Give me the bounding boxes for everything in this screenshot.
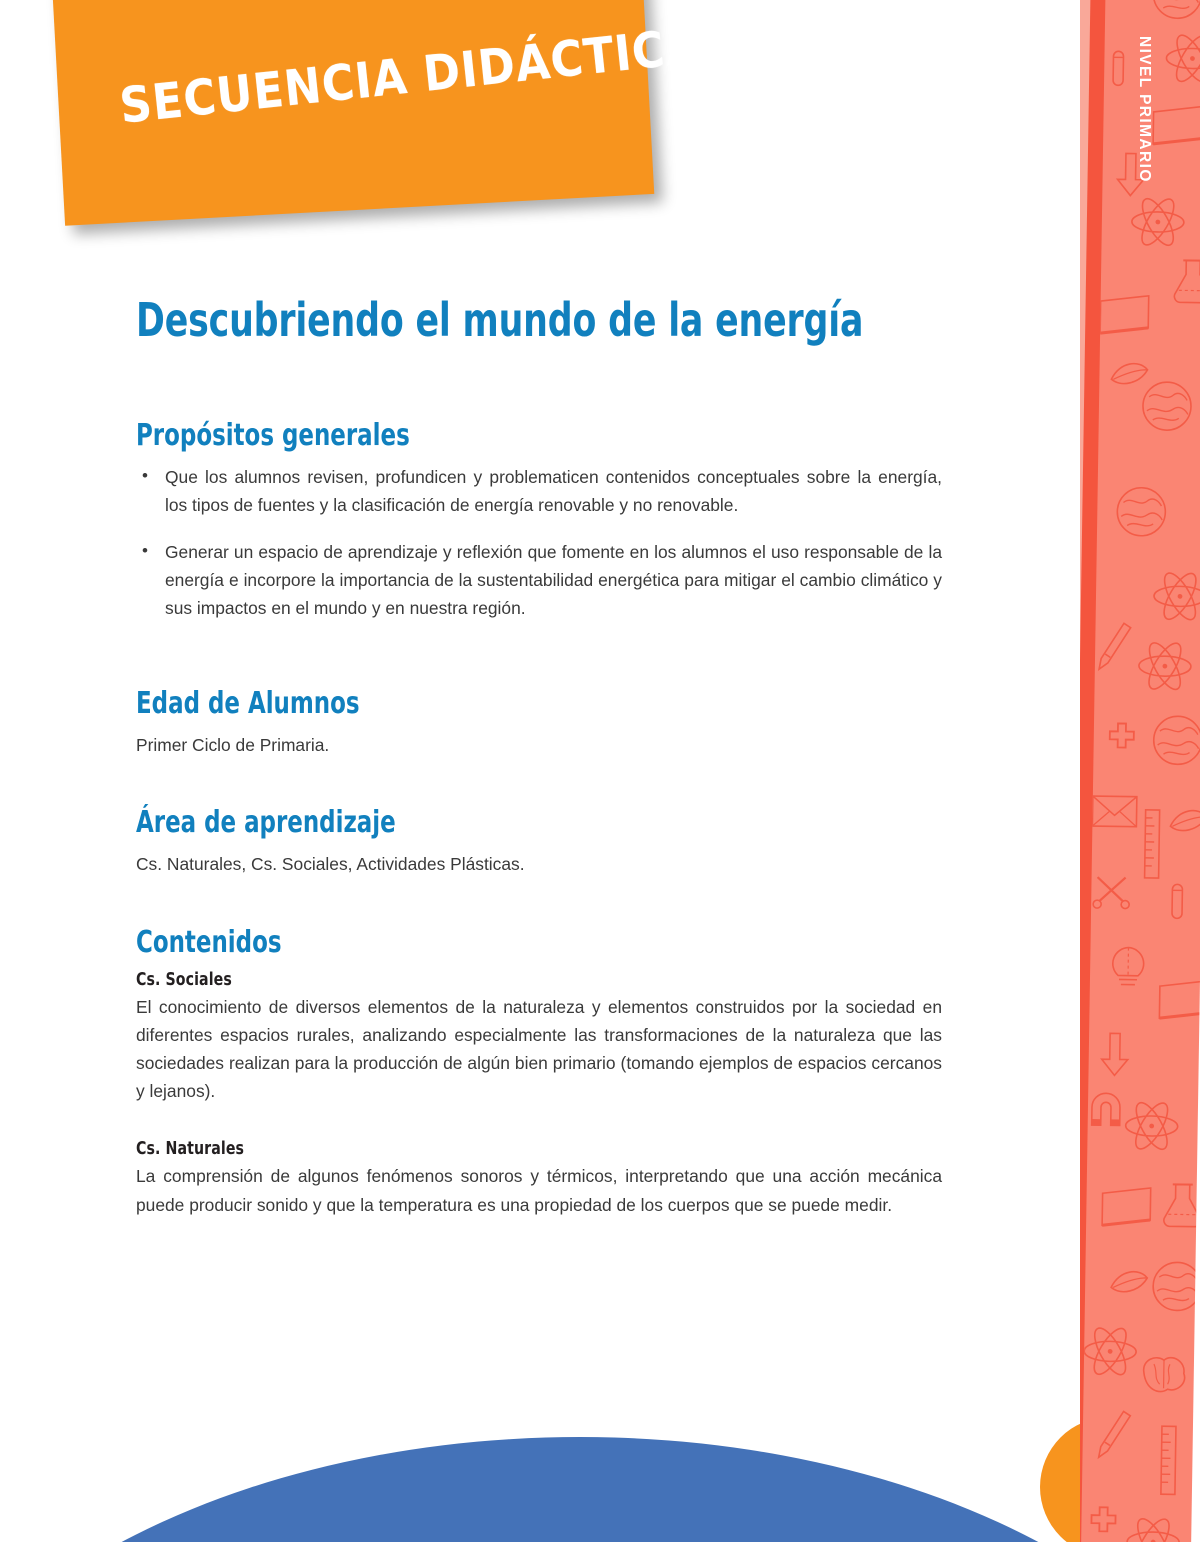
list-item: • Que los alumnos revisen, profundicen y problematicen contenidos conceptuales sobre la energía, los tipos de fuentes y la clasificación de energía renovable y no renovable.: [136, 463, 942, 519]
section-heading: Edad de Alumnos: [136, 686, 360, 722]
section-propositos-generales: [136, 418, 942, 622]
bottom-wave-decoration: [0, 1437, 1200, 1542]
subsection-body: El conocimiento de diversos elementos de la naturaleza y elementos construidos por la sociedad en diferentes espacios rurales, analizando especialmente las transformaciones de la naturaleza que las sociedades realizan para la producción de algún bien primario (tomando ejemplos de espacios cercanos y lejanos).: [136, 996, 942, 1102]
banner-label: SECUENCIA DIDÁCTICA: [117, 17, 704, 135]
page-title: Descubriendo el mundo de la energía: [136, 293, 864, 347]
list-item: • Generar un espacio de aprendizaje y reflexión que fomente en los alumnos el uso responsable de la energía e incorpore la importancia de la sustentabilidad energética para mitigar el cambio climático y sus impactos en el mundo y en nuestra región.: [136, 538, 942, 623]
section-heading: Propósitos generales: [136, 418, 410, 454]
section-contenidos: [136, 925, 942, 1219]
subsection-heading: Cs. Naturales: [136, 1139, 245, 1160]
subsection-cs-sociales: [136, 970, 942, 1106]
sidebar-level-label: NIVEL PRIMARIO: [1136, 36, 1153, 183]
subsection-body: La comprensión de algunos fenómenos sonoros y térmicos, interpretando que una acción mecánica puede producir sonido y que la temperatura es una propiedad de los cuerpos que se puede medir.: [136, 1166, 942, 1215]
propositos-list: [136, 463, 942, 622]
document-content: [136, 293, 942, 1219]
spacer: [136, 879, 942, 925]
section-body: Cs. Naturales, Cs. Sociales, Actividades Plásticas.: [136, 854, 525, 875]
subsection-heading: Cs. Sociales: [136, 969, 232, 990]
spacer: [136, 759, 942, 805]
section-body: Primer Ciclo de Primaria.: [136, 735, 330, 756]
spacer: [136, 1105, 942, 1139]
section-heading: Área de aprendizaje: [136, 805, 396, 841]
section-edad-de-alumnos: [136, 686, 942, 759]
subsection-cs-naturales: [136, 1139, 942, 1218]
section-heading: Contenidos: [136, 924, 282, 960]
right-sidebar: [1080, 0, 1200, 1542]
spacer: [136, 344, 942, 418]
section-area-de-aprendizaje: [136, 805, 942, 878]
spacer: [136, 640, 942, 686]
